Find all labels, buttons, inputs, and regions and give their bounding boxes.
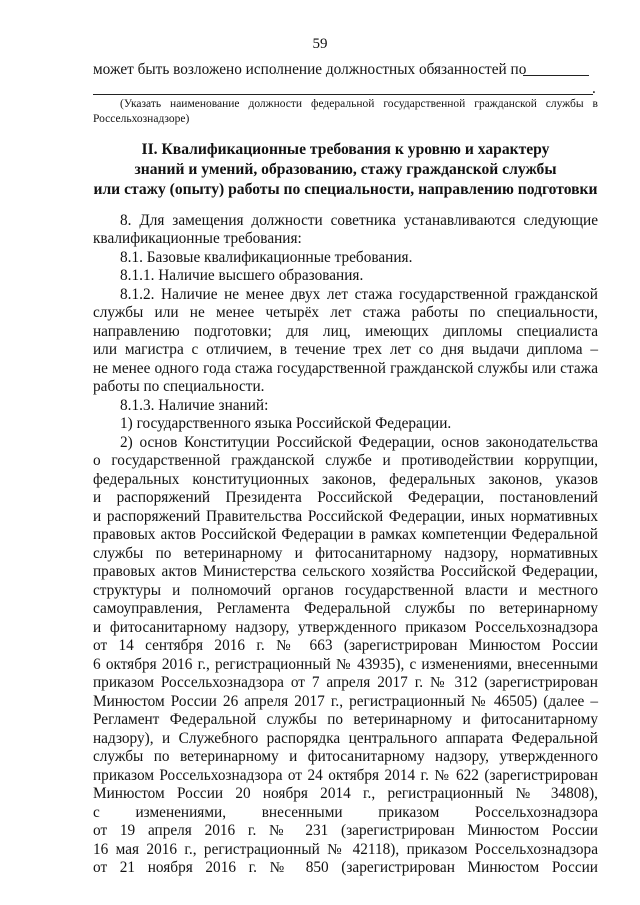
body-line: 8.1. Базовые квалификационные требования. [120, 249, 413, 266]
body-line: о государственной гражданской службе и противодействии коррупции, [93, 452, 598, 469]
intro-text: может быть возложено исполнение должностных обязанностей по [93, 61, 527, 78]
body-line: надзору), и Служебного распорядка центрального аппарата Федеральной [93, 730, 598, 747]
blank-end-period: . [592, 80, 596, 97]
body-line: правовых актов Российской Федерации в рамках компетенции Федеральной [93, 526, 598, 543]
body-line: с изменениями, внесенными приказом Россельхознадзора [93, 804, 598, 821]
body-line: 8.1.2. Наличие не менее двух лет стажа государственной гражданской [120, 286, 598, 303]
body-line: Регламент Федеральной службы по ветеринарному и фитосанитарному [93, 711, 598, 728]
body-line: федеральных конституционных законов, федеральных законов, указов [93, 471, 598, 488]
body-line: не менее одного года стажа государственной гражданской службы или стажа [93, 360, 598, 377]
body-line: Минюстом России 26 апреля 2017 г., регистрационный № 46505) (далее – [93, 693, 598, 710]
body-line: 2) основ Конституции Российской Федерации, основ законодательства [120, 434, 598, 451]
field-caption: (Указать наименование должности федеральной государственной гражданской службы в Россельхознадзоре) [93, 98, 598, 125]
body-line: 8.1.1. Наличие высшего образования. [120, 267, 364, 284]
body-line: 16 мая 2016 г., регистрационный № 42118), приказом Россельхознадзора [93, 841, 598, 858]
body-line: от 14 сентября 2016 г. № 663 (зарегистрирован Минюстом России [93, 637, 598, 654]
body-line: 1) государственного языка Российской Федерации. [120, 415, 452, 432]
body-line: и фитосанитарному надзору, утвержденного приказом Россельхознадзора [93, 619, 598, 636]
body-line: и распоряжений Правительства Российской Федерации, иных нормативных [93, 508, 598, 525]
body-line: от 21 ноября 2016 г. № 850 (зарегистрирован Минюстом России [93, 859, 598, 876]
body-line: приказом Россельхознадзора от 24 октября 2014 г. № 622 (зарегистрирован [93, 767, 598, 784]
section-heading-line-1: II. Квалификационные требования к уровню и характеру [141, 141, 550, 158]
body-line: 8.1.3. Наличие знаний: [120, 397, 269, 414]
body-line: службы по ветеринарному и фитосанитарному надзору, утвержденного [93, 748, 598, 765]
body-line: направлению подготовки; для лиц, имеющих дипломы специалиста [93, 323, 598, 340]
body-line: и распоряжений Президента Российской Федерации, постановлений [93, 489, 598, 506]
body-line: службы по ветеринарному и фитосанитарному надзору, нормативных [93, 545, 598, 562]
body-line: работы по специальности. [93, 378, 265, 395]
section-heading-line-2: знаний и умений, образованию, стажу гражданской службы [134, 161, 557, 178]
body-line: службы или не менее четырёх лет стажа работы по специальности, [93, 304, 598, 321]
body-line: или магистра с отличием, в течение трех лет со дня выдачи диплома – [93, 341, 598, 358]
blank-line-short [523, 75, 589, 76]
body-line: правовых актов Министерства сельского хозяйства Российской Федерации, [93, 563, 598, 580]
body-line: самоуправления, Регламента Федеральной службы по ветеринарному [93, 600, 598, 617]
body-line: 6 октября 2016 г., регистрационный № 43935), с изменениями, внесенными [93, 656, 598, 673]
section-heading-line-3: или стажу (опыту) работы по специальности, направлению подготовки [93, 181, 598, 198]
page-number: 59 [312, 36, 328, 52]
body-line: 8. Для замещения должности советника устанавливаются следующие [120, 212, 598, 229]
body-line: структуры и полномочий органов государственной власти и местного [93, 582, 598, 599]
body-line: квалификационные требования: [93, 230, 302, 247]
body-line: приказом Россельхознадзора от 7 апреля 2017 г. № 312 (зарегистрирован [93, 674, 598, 691]
body-line: от 19 апреля 2016 г. № 231 (зарегистрирован Минюстом России [93, 822, 598, 839]
blank-line-long [93, 94, 593, 95]
body-line: Минюстом России 20 ноября 2014 г., регистрационный № 34808), [93, 785, 598, 802]
